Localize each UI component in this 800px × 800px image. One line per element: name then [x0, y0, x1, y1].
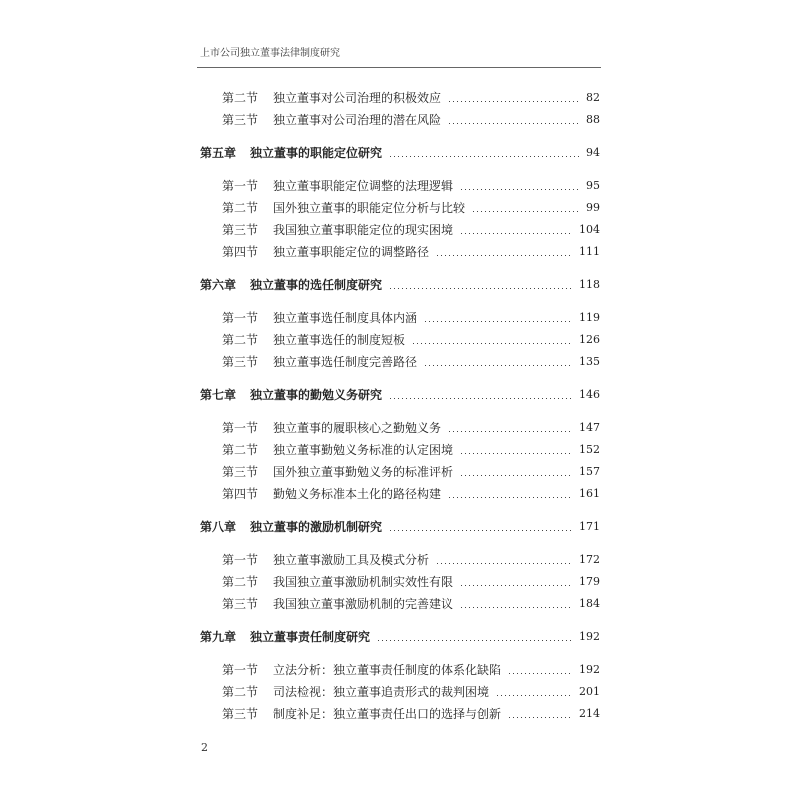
toc-chapter-entry	[200, 516, 600, 538]
chapter-title: 独立董事的职能定位研究	[250, 146, 383, 160]
entry-page-number: 146	[579, 388, 600, 401]
page-number: 2	[201, 741, 208, 754]
dot-leader	[473, 211, 580, 212]
dot-leader	[437, 255, 573, 256]
section-number: 第一节	[222, 311, 259, 325]
section-number: 第一节	[222, 663, 259, 677]
section-title: 制度补足：独立董事责任出口的选择与创新	[273, 707, 502, 721]
toc-section-entry	[200, 549, 600, 571]
dot-leader	[461, 585, 573, 586]
section-number: 第二节	[222, 443, 259, 457]
section-number: 第三节	[222, 113, 259, 127]
section-title: 独立董事勤勉义务标准的认定困境	[273, 443, 454, 457]
dot-leader	[390, 288, 573, 289]
toc-section-entry	[200, 593, 600, 615]
section-number: 第三节	[222, 223, 259, 237]
dot-leader	[461, 475, 573, 476]
dot-leader	[461, 233, 573, 234]
dot-leader	[449, 497, 573, 498]
section-title: 国外独立董事勤勉义务的标准评析	[273, 465, 454, 479]
toc-section-entry	[200, 307, 600, 329]
section-number: 第三节	[222, 707, 259, 721]
toc-chapter-entry	[200, 142, 600, 164]
entry-page-number: 152	[579, 443, 600, 456]
entry-page-number: 201	[579, 685, 600, 698]
toc-chapter-entry	[200, 274, 600, 296]
section-title: 独立董事职能定位的调整路径	[273, 245, 430, 259]
dot-leader	[390, 530, 573, 531]
section-number: 第二节	[222, 333, 259, 347]
entry-page-number: 99	[586, 201, 600, 214]
chapter-title: 独立董事的勤勉义务研究	[250, 388, 383, 402]
chapter-title: 独立董事的选任制度研究	[250, 278, 383, 292]
chapter-title: 独立董事责任制度研究	[250, 630, 371, 644]
entry-page-number: 94	[586, 146, 600, 159]
section-number: 第四节	[222, 487, 259, 501]
entry-page-number: 111	[579, 245, 600, 258]
toc-section-entry	[200, 241, 600, 263]
chapter-number: 第八章	[200, 520, 237, 534]
dot-leader	[437, 563, 573, 564]
dot-leader	[461, 189, 580, 190]
section-title: 我国独立董事激励机制实效性有限	[273, 575, 454, 589]
dot-leader	[413, 343, 573, 344]
entry-page-number: 147	[579, 421, 600, 434]
entry-page-number: 214	[579, 707, 600, 720]
dot-leader	[449, 101, 580, 102]
toc-section-entry	[200, 483, 600, 505]
toc-section-entry	[200, 175, 600, 197]
section-number: 第二节	[222, 201, 259, 215]
toc-section-entry	[200, 703, 600, 725]
section-title: 独立董事对公司治理的潜在风险	[273, 113, 442, 127]
entry-page-number: 179	[579, 575, 600, 588]
section-number: 第三节	[222, 355, 259, 369]
dot-leader	[497, 695, 573, 696]
chapter-title: 独立董事的激励机制研究	[250, 520, 383, 534]
entry-page-number: 192	[579, 663, 600, 676]
section-title: 司法检视：独立董事追责形式的裁判困境	[273, 685, 490, 699]
section-title: 独立董事选任制度具体内涵	[273, 311, 418, 325]
dot-leader	[449, 123, 580, 124]
dot-leader	[425, 365, 573, 366]
entry-page-number: 119	[579, 311, 600, 324]
entry-page-number: 82	[586, 91, 600, 104]
section-number: 第一节	[222, 179, 259, 193]
toc-section-entry	[200, 197, 600, 219]
section-number: 第二节	[222, 91, 259, 105]
chapter-number: 第七章	[200, 388, 237, 402]
chapter-number: 第五章	[200, 146, 237, 160]
entry-page-number: 126	[579, 333, 600, 346]
table-of-contents	[200, 87, 600, 725]
section-title: 我国独立董事职能定位的现实困境	[273, 223, 454, 237]
section-title: 独立董事选任制度完善路径	[273, 355, 418, 369]
entry-page-number: 171	[579, 520, 600, 533]
dot-leader	[461, 607, 573, 608]
toc-section-entry	[200, 351, 600, 373]
section-title: 独立董事选任的制度短板	[273, 333, 406, 347]
toc-section-entry	[200, 461, 600, 483]
toc-section-entry	[200, 87, 600, 109]
dot-leader	[449, 431, 573, 432]
dot-leader	[390, 156, 580, 157]
toc-section-entry	[200, 681, 600, 703]
dot-leader	[509, 673, 573, 674]
section-title: 勤勉义务标准本土化的路径构建	[273, 487, 442, 501]
entry-page-number: 161	[579, 487, 600, 500]
dot-leader	[390, 398, 573, 399]
entry-page-number: 118	[579, 278, 600, 291]
entry-page-number: 135	[579, 355, 600, 368]
section-title: 独立董事激励工具及模式分析	[273, 553, 430, 567]
section-number: 第三节	[222, 597, 259, 611]
section-title: 立法分析：独立董事责任制度的体系化缺陷	[273, 663, 502, 677]
chapter-number: 第六章	[200, 278, 237, 292]
section-title: 独立董事对公司治理的积极效应	[273, 91, 442, 105]
dot-leader	[378, 640, 573, 641]
entry-page-number: 104	[579, 223, 600, 236]
toc-section-entry	[200, 417, 600, 439]
dot-leader	[509, 717, 573, 718]
section-number: 第二节	[222, 575, 259, 589]
entry-page-number: 95	[586, 179, 600, 192]
dot-leader	[425, 321, 573, 322]
section-title: 国外独立董事的职能定位分析与比较	[273, 201, 466, 215]
section-number: 第四节	[222, 245, 259, 259]
toc-chapter-entry	[200, 626, 600, 648]
entry-page-number: 157	[579, 465, 600, 478]
dot-leader	[461, 453, 573, 454]
section-title: 独立董事的履职核心之勤勉义务	[273, 421, 442, 435]
section-number: 第三节	[222, 465, 259, 479]
running-head-title: 上市公司独立董事法律制度研究	[200, 48, 340, 59]
entry-page-number: 192	[579, 630, 600, 643]
section-title: 独立董事职能定位调整的法理逻辑	[273, 179, 454, 193]
toc-section-entry	[200, 329, 600, 351]
section-number: 第一节	[222, 421, 259, 435]
chapter-number: 第九章	[200, 630, 237, 644]
toc-section-entry	[200, 571, 600, 593]
entry-page-number: 184	[579, 597, 600, 610]
entry-page-number: 172	[579, 553, 600, 566]
toc-section-entry	[200, 109, 600, 131]
toc-section-entry	[200, 659, 600, 681]
header-rule	[197, 67, 601, 68]
section-title: 我国独立董事激励机制的完善建议	[273, 597, 454, 611]
section-number: 第二节	[222, 685, 259, 699]
section-number: 第一节	[222, 553, 259, 567]
toc-chapter-entry	[200, 384, 600, 406]
entry-page-number: 88	[586, 113, 600, 126]
toc-section-entry	[200, 219, 600, 241]
toc-section-entry	[200, 439, 600, 461]
